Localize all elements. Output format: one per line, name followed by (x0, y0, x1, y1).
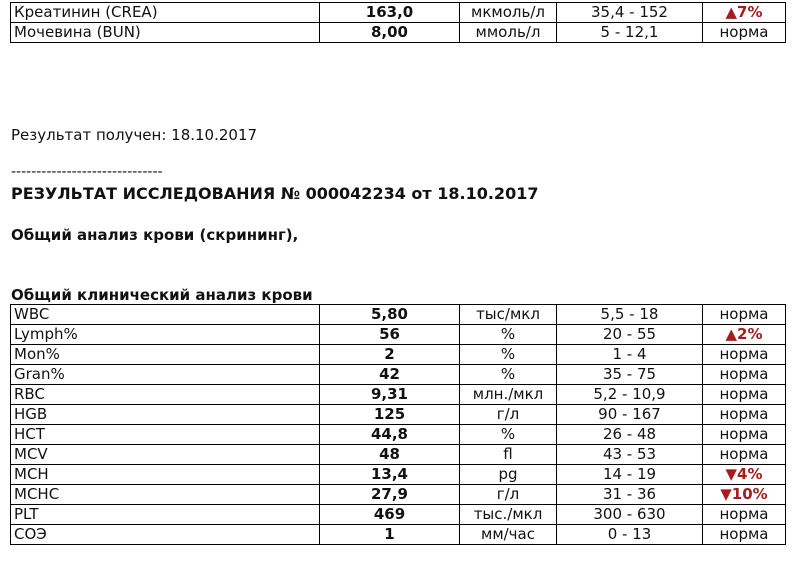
test-unit: pg (460, 465, 557, 485)
result-flag: ▼10% (703, 485, 786, 505)
test-value: 27,9 (320, 485, 460, 505)
test-unit: млн./мкл (460, 385, 557, 405)
reference-range: 5 - 12,1 (557, 23, 703, 43)
test-name: СОЭ (11, 525, 320, 545)
test-unit: % (460, 425, 557, 445)
test-name: MCV (11, 445, 320, 465)
table-row (11, 525, 786, 545)
cbc-table (10, 304, 786, 545)
test-name: Мочевина (BUN) (11, 23, 320, 43)
test-value: 5,80 (320, 305, 460, 325)
test-value: 44,8 (320, 425, 460, 445)
test-unit: тыс/мкл (460, 305, 557, 325)
reference-range: 26 - 48 (557, 425, 703, 445)
test-unit: fl (460, 445, 557, 465)
result-flag: норма (703, 345, 786, 365)
test-name: Lymph% (11, 325, 320, 345)
table-row (11, 405, 786, 425)
test-value: 469 (320, 505, 460, 525)
test-name: Mon% (11, 345, 320, 365)
result-flag: норма (703, 525, 786, 545)
reference-range: 31 - 36 (557, 485, 703, 505)
test-name: HCT (11, 425, 320, 445)
reference-range: 5,2 - 10,9 (557, 385, 703, 405)
table-row (11, 465, 786, 485)
table-row (11, 505, 786, 525)
result-flag: норма (703, 385, 786, 405)
test-unit: % (460, 365, 557, 385)
reference-range: 0 - 13 (557, 525, 703, 545)
result-flag: ▼4% (703, 465, 786, 485)
test-name: MCHC (11, 485, 320, 505)
reference-range: 35 - 75 (557, 365, 703, 385)
section-title: Общий клинический анализ крови (11, 286, 313, 304)
test-name: MCH (11, 465, 320, 485)
test-unit: г/л (460, 405, 557, 425)
reference-range: 5,5 - 18 (557, 305, 703, 325)
table-row (11, 385, 786, 405)
biochemistry-table-body (11, 3, 786, 43)
test-value: 56 (320, 325, 460, 345)
result-flag: норма (703, 23, 786, 43)
reference-range: 90 - 167 (557, 405, 703, 425)
test-unit: г/л (460, 485, 557, 505)
test-name: Креатинин (CREA) (11, 3, 320, 23)
test-unit: тыс./мкл (460, 505, 557, 525)
table-row (11, 425, 786, 445)
reference-range: 35,4 - 152 (557, 3, 703, 23)
test-value: 9,31 (320, 385, 460, 405)
test-value: 125 (320, 405, 460, 425)
separator-line: ------------------------------ (11, 164, 163, 180)
test-name: HGB (11, 405, 320, 425)
reference-range: 43 - 53 (557, 445, 703, 465)
test-unit: % (460, 345, 557, 365)
test-unit: % (460, 325, 557, 345)
result-received-date: Результат получен: 18.10.2017 (11, 126, 258, 144)
table-row (11, 23, 786, 43)
test-name: Gran% (11, 365, 320, 385)
table-row (11, 305, 786, 325)
reference-range: 300 - 630 (557, 505, 703, 525)
result-flag: норма (703, 305, 786, 325)
cbc-table-body (11, 305, 786, 545)
table-row (11, 365, 786, 385)
test-name: PLT (11, 505, 320, 525)
result-flag: норма (703, 505, 786, 525)
result-flag: норма (703, 425, 786, 445)
reference-range: 14 - 19 (557, 465, 703, 485)
biochemistry-table (10, 2, 786, 43)
table-row (11, 325, 786, 345)
result-flag: норма (703, 405, 786, 425)
table-row (11, 3, 786, 23)
result-flag: норма (703, 365, 786, 385)
test-value: 163,0 (320, 3, 460, 23)
table-row (11, 485, 786, 505)
result-flag: ▲7% (703, 3, 786, 23)
reference-range: 1 - 4 (557, 345, 703, 365)
result-flag: норма (703, 445, 786, 465)
panel-name: Общий анализ крови (скрининг), (11, 226, 299, 244)
table-row (11, 445, 786, 465)
test-value: 13,4 (320, 465, 460, 485)
result-flag: ▲2% (703, 325, 786, 345)
test-value: 42 (320, 365, 460, 385)
table-row (11, 345, 786, 365)
test-unit: мм/час (460, 525, 557, 545)
test-name: WBC (11, 305, 320, 325)
study-result-title: РЕЗУЛЬТАТ ИССЛЕДОВАНИЯ № 000042234 от 18.10.2017 (11, 184, 539, 203)
reference-range: 20 - 55 (557, 325, 703, 345)
test-value: 1 (320, 525, 460, 545)
test-unit: ммоль/л (460, 23, 557, 43)
test-value: 2 (320, 345, 460, 365)
test-unit: мкмоль/л (460, 3, 557, 23)
test-name: RBC (11, 385, 320, 405)
test-value: 8,00 (320, 23, 460, 43)
test-value: 48 (320, 445, 460, 465)
